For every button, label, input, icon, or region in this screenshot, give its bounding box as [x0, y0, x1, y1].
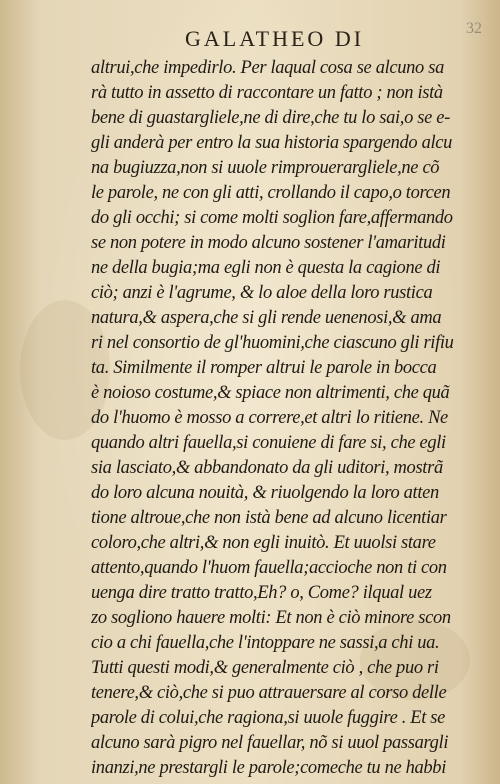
text-line: ri nel consortio de gl'huomini,che ciascuno gli rifiu [91, 333, 454, 353]
text-line: tione altroue,che non istà bene ad alcuno licentiar [91, 508, 447, 528]
text-line: ta. Similmente il romper altrui le parole in bocca [91, 358, 437, 378]
text-line: uenga dire tratto tratto,Eh? o, Come? ilqual uez [91, 583, 432, 603]
text-line: tenere,& ciò,che si puo attrauersare al corso delle [91, 683, 447, 703]
text-line: le parole, ne con gli atti, crollando il capo,o torcen [91, 183, 451, 203]
text-line: se non potere in modo alcuno sostener l'amaritudi [91, 233, 446, 253]
text-line: rà tutto in assetto di raccontare un fatto ; non istà [91, 83, 443, 103]
text-line: do gli occhi; si come molti soglion fare,affermando [91, 208, 453, 228]
text-line: altrui,che impedirlo. Per laqual cosa se alcuno sa [91, 58, 444, 78]
text-line: parole di colui,che ragiona,si uuole fuggire . Et se [91, 708, 445, 728]
running-title: GALATHEO DI [185, 26, 365, 51]
text-line: è noioso costume,& spiace non altrimenti, che quã [91, 383, 450, 403]
page-header [0, 20, 500, 56]
text-line: cio a chi fauella,che l'intoppare ne sassi,a chi ua. [91, 633, 440, 653]
text-line: natura,& aspera,che si gli rende uenenosi,& ama [91, 308, 442, 328]
text-line: ne della bugia;ma egli non è questa la cagione di [91, 258, 441, 278]
folio-number: 32 [466, 20, 482, 37]
body-text [91, 56, 476, 781]
text-line: alcuno sarà pigro nel fauellar, nõ si uuol passargli [91, 733, 449, 753]
text-line: zo sogliono hauere molti: Et non è ciò minore scon [91, 608, 451, 628]
text-line: coloro,che altri,& non egli inuitò. Et uuolsi stare [91, 533, 436, 553]
text-line: gli anderà per entro la sua historia spargendo alcu [91, 133, 453, 153]
text-line: do loro alcuna nouità, & riuolgendo la loro atten [91, 483, 439, 503]
text-line: attento,quando l'huom fauella;accioche non ti con [91, 558, 447, 578]
text-line: Tutti questi modi,& generalmente ciò , che puo ri [91, 658, 439, 678]
text-line: na bugiuzza,non si uuole rimprouerargliele,ne cõ [91, 158, 440, 178]
text-line: bene di guastargliele,ne di dire,che tu lo sai,o se e- [91, 108, 450, 128]
text-line: quando altri fauella,si conuiene di fare si, che egli [91, 433, 446, 453]
text-line: inanzi,ne prestargli le parole;comeche tu ne habbi [91, 758, 446, 778]
text-line: ciò; anzi è l'agrume, & lo aloe della loro rustica [91, 283, 433, 303]
text-line: sia lasciato,& abbandonato da gli uditori, mostrã [91, 458, 443, 478]
text-line: do l'huomo è mosso a correre,et altri lo ritiene. Ne [91, 408, 448, 428]
